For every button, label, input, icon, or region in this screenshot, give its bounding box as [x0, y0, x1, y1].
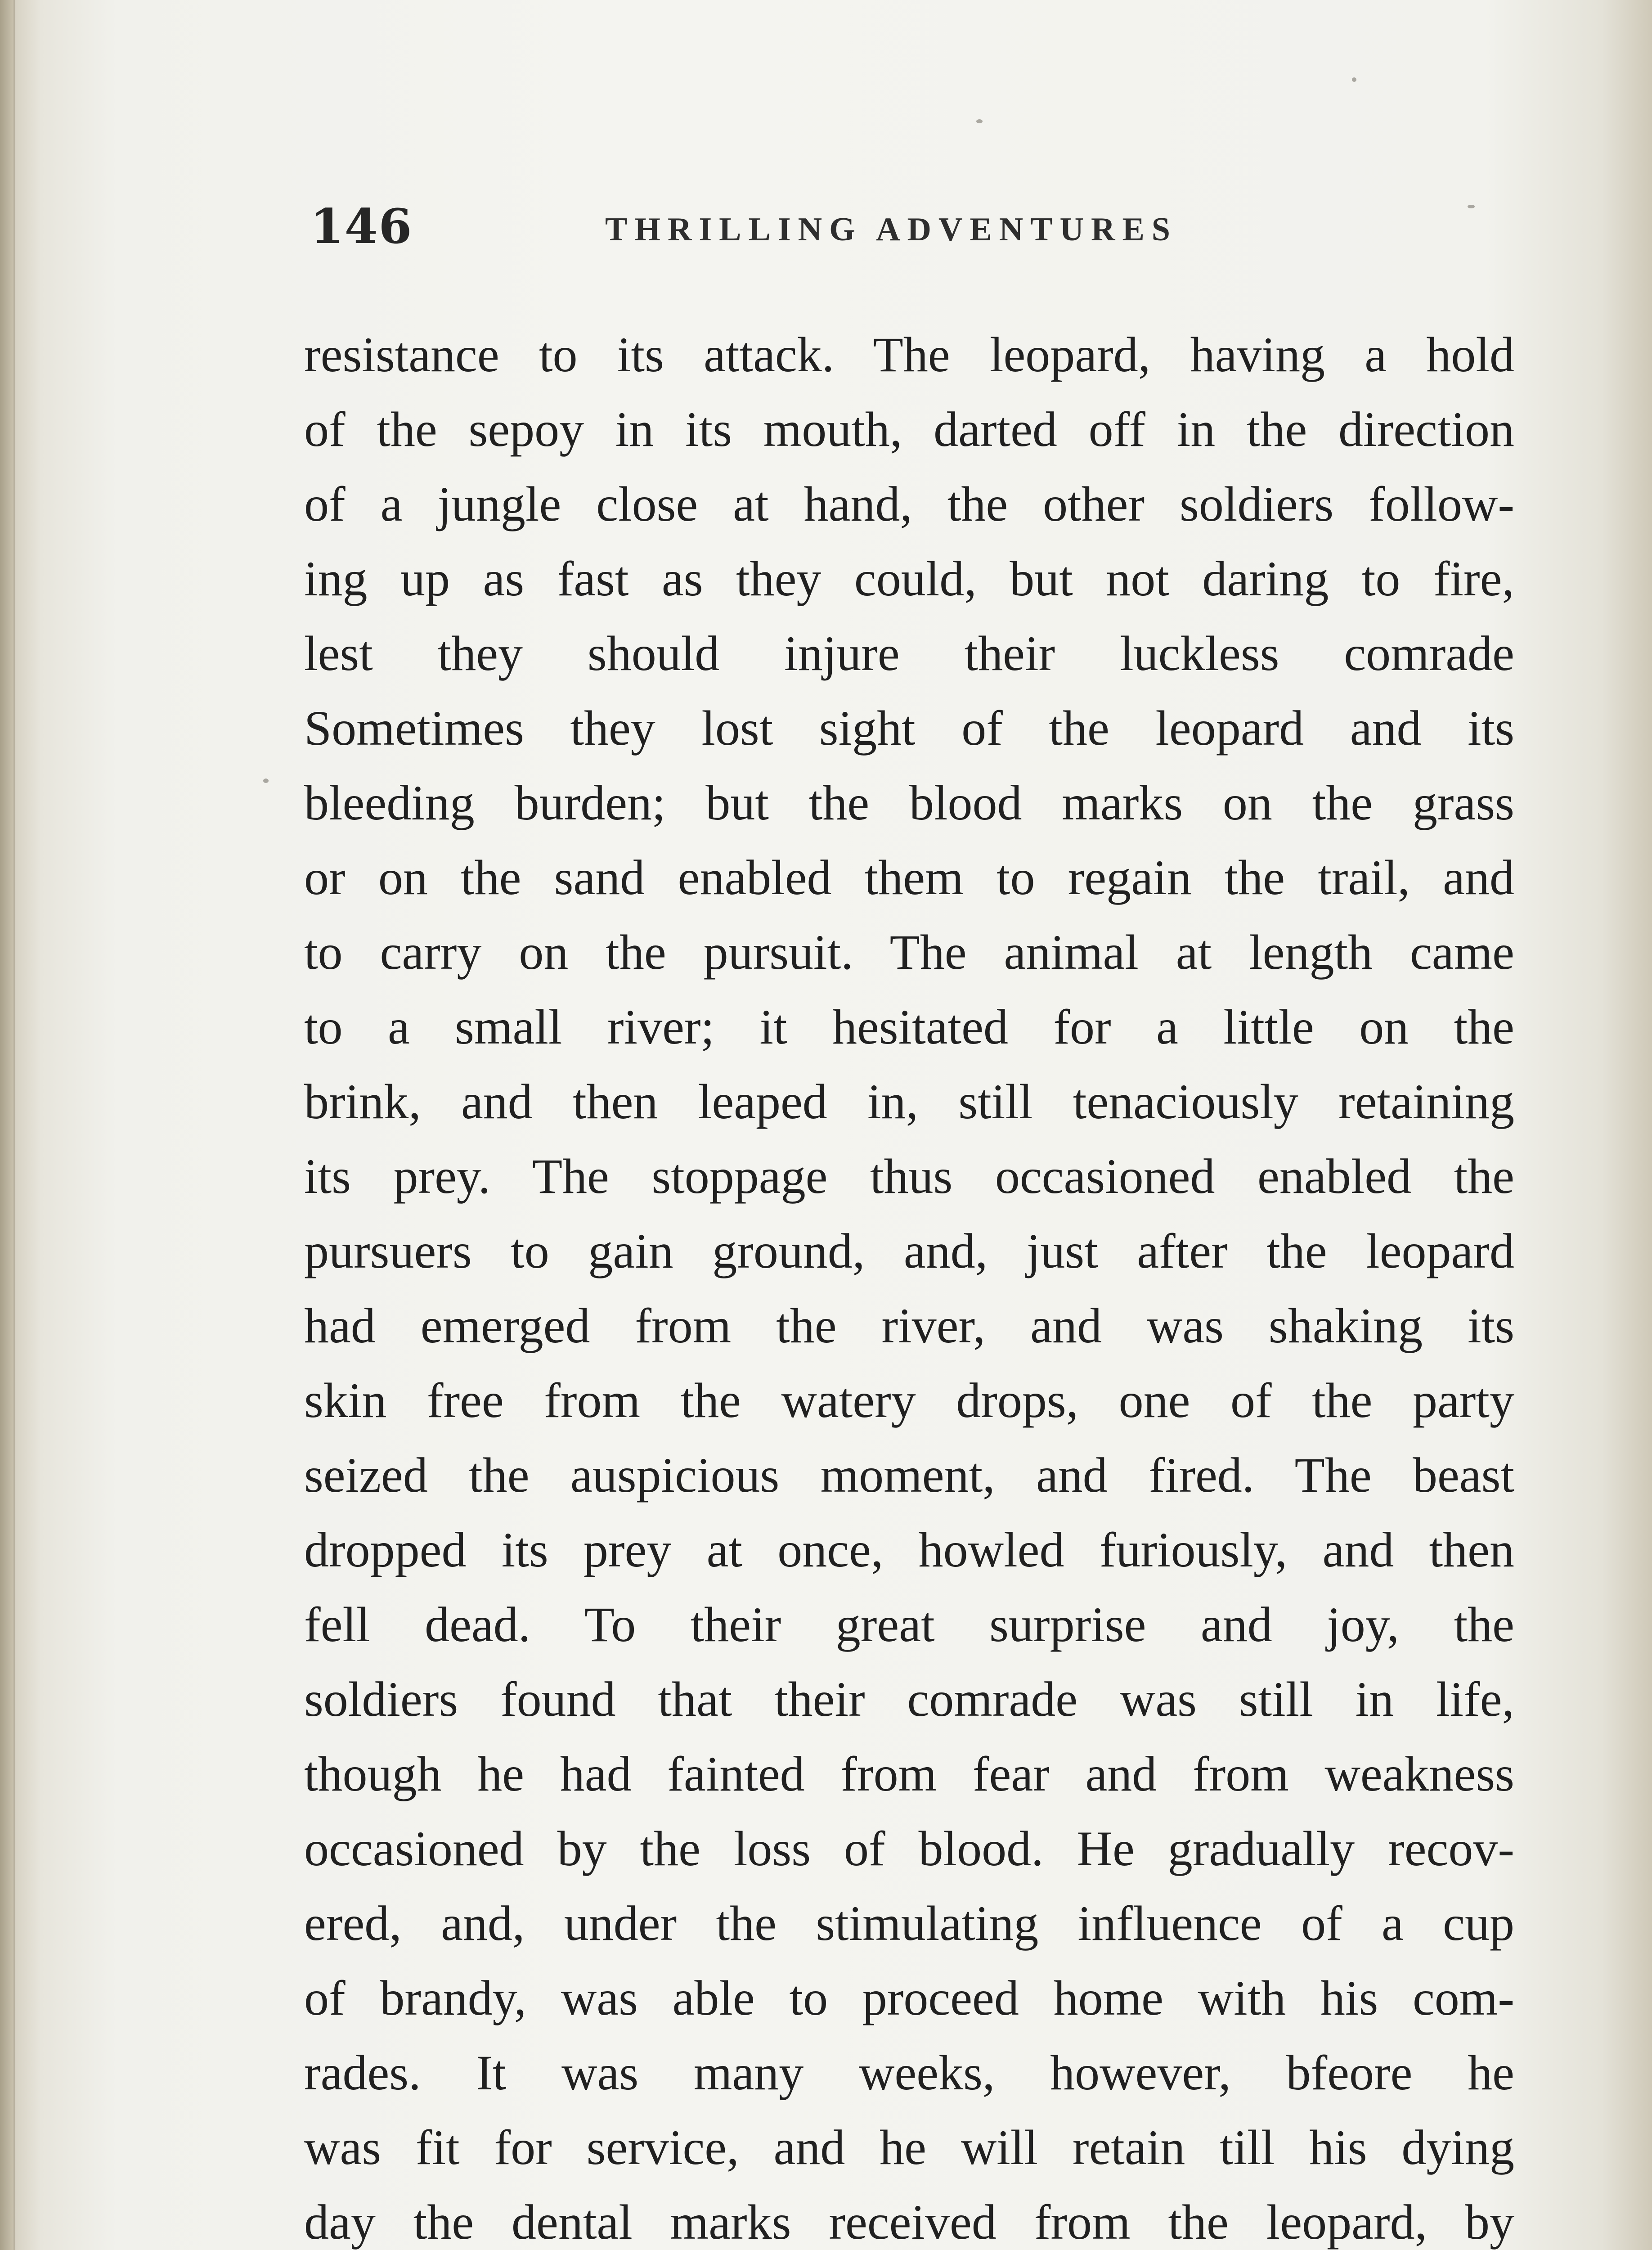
text-line: fell dead. To their great surprise and joy, the	[304, 1597, 1514, 1652]
text-line: brink, and then leaped in, still tenaciously retaining	[304, 1074, 1514, 1129]
text-line: though he had fainted from fear and from weakness	[304, 1746, 1514, 1801]
text-line: seized the auspicious moment, and fired. The beast	[304, 1448, 1514, 1503]
text-line: its prey. The stoppage thus occasioned enabled the	[304, 1149, 1514, 1204]
text-line: soldiers found that their comrade was still in life,	[304, 1672, 1514, 1727]
text-line: of a jungle close at hand, the other soldiers follow-	[304, 477, 1514, 531]
text-line: skin free from the watery drops, one of the party	[304, 1373, 1514, 1428]
text-line: lest they should injure their luckless comrade	[304, 626, 1514, 681]
page-number: 146	[310, 198, 413, 254]
text-line: of the sepoy in its mouth, darted off in the direction	[304, 402, 1514, 457]
text-line: or on the sand enabled them to regain the trail, and	[304, 850, 1514, 905]
text-line: rades. It was many weeks, however, bfeore he	[304, 2045, 1514, 2100]
text-line: ing up as fast as they could, but not daring to fire,	[304, 551, 1514, 606]
text-line: had emerged from the river, and was shaking its	[304, 1298, 1514, 1353]
paper-speck	[263, 778, 269, 783]
text-line: to carry on the pursuit. The animal at length came	[304, 925, 1514, 980]
text-line: of brandy, was able to proceed home with his com-	[304, 1971, 1514, 2025]
text-line: was fit for service, and he will retain till his dying	[304, 2120, 1514, 2175]
text-line: resistance to its attack. The leopard, having a hold	[304, 327, 1514, 382]
text-line: bleeding burden; but the blood marks on the grass	[304, 775, 1514, 830]
page-header	[310, 198, 1516, 279]
text-line: pursuers to gain ground, and, just after the leopard	[304, 1224, 1514, 1278]
text-line: to a small river; it hesitated for a little on the	[304, 999, 1514, 1054]
text-line: day the dental marks received from the leopard, by	[304, 2195, 1514, 2250]
text-line: Sometimes they lost sight of the leopard and its	[304, 701, 1514, 756]
running-head: THRILLING ADVENTURES	[605, 211, 1177, 248]
body-text	[304, 317, 1514, 2250]
paper-speck	[976, 119, 983, 123]
text-line: ered, and, under the stimulating influence of a cup	[304, 1896, 1514, 1951]
text-line: dropped its prey at once, howled furiously, and then	[304, 1522, 1514, 1577]
text-line: occasioned by the loss of blood. He gradually recov-	[304, 1821, 1514, 1876]
paper-speck	[1352, 77, 1356, 82]
